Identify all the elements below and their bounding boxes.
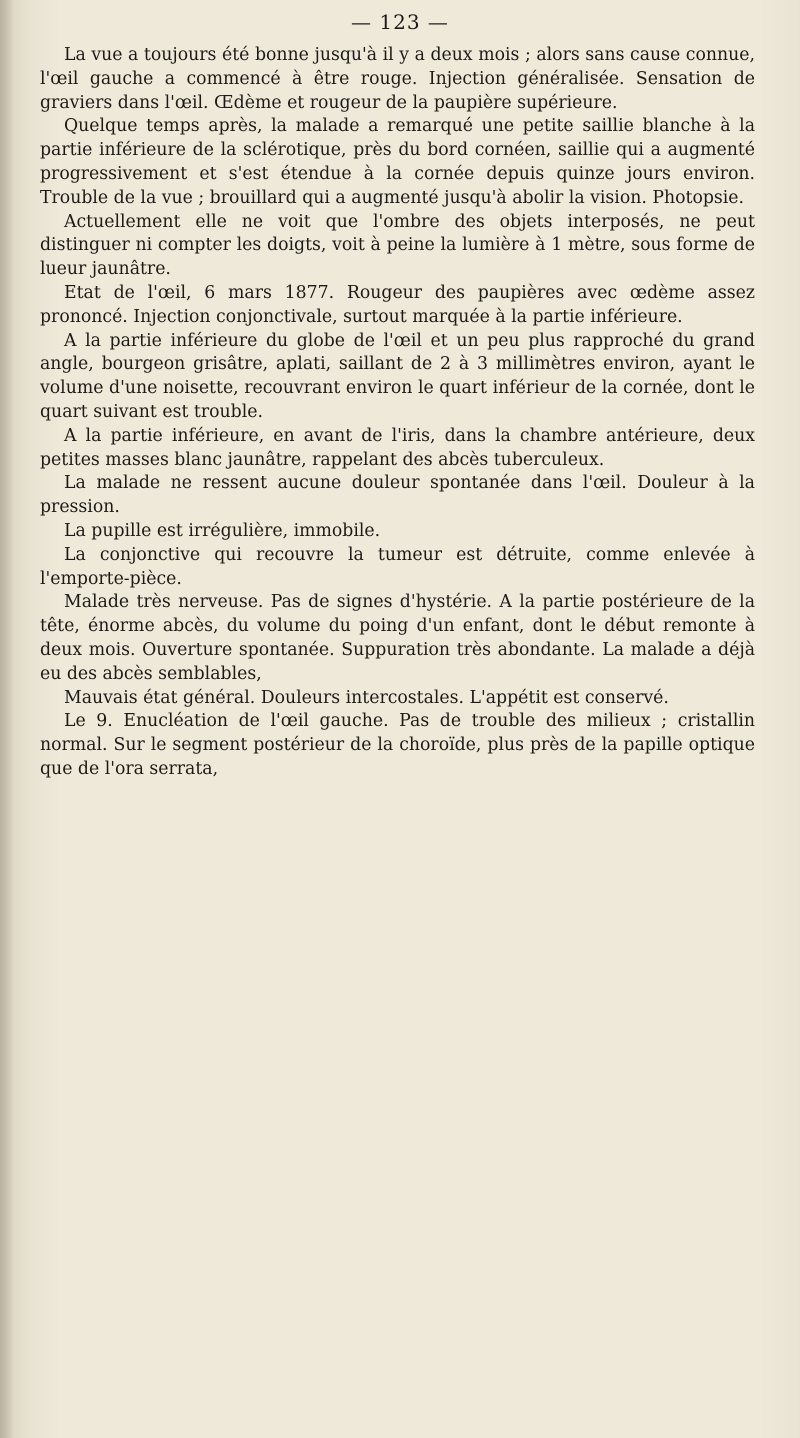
paragraph: La conjonctive qui recouvre la tumeur est détruite, comme enlevée à l'emporte-pièce. [40,544,755,589]
paragraph: La pupille est irrégulière, immobile. [64,520,381,541]
paragraph: La malade ne ressent aucune douleur spontanée dans l'œil. Douleur à la pression. [40,473,755,518]
body-text [40,44,755,782]
binding-shadow [0,0,14,1438]
paragraph: La vue a toujours été bonne jusqu'à il y a deux mois ; alors sans cause connue, l'œil gauche a commencé à être rouge. Injection généralisée. Sensation de graviers dans l'œil. Œdème et rougeur de la paupière supérieure. [40,45,755,113]
paragraph: Mauvais état général. Douleurs intercostales. L'appétit est conservé. [64,687,669,708]
paragraph: A la partie inférieure, en avant de l'iris, dans la chambre antérieure, deux petites masses blanc jaunâtre, rappelant des abcès tuberculeux. [40,425,755,470]
paragraph: Actuellement elle ne voit que l'ombre des objets interposés, ne peut distinguer ni compter les doigts, voit à peine la lumière à 1 mètre, sous forme de lueur jaunâtre. [40,211,755,280]
paragraph: Quelque temps après, la malade a remarqué une petite saillie blanche à la partie inférieure de la sclérotique, près du bord cornéen, saillie qui a augmenté progressivement et s'est étendue à la cornée depuis quinze jours environ. Trouble de la vue ; brouillard qui a augmenté jusqu'à abolir la vision. Photopsie. [40,116,755,208]
page-number: — 123 — [351,10,449,34]
paragraph: Etat de l'œil, 6 mars 1877. Rougeur des paupières avec œdème assez prononcé. Injection conjonctivale, surtout marquée à la partie inférieure. [40,282,755,327]
paragraph: Malade très nerveuse. Pas de signes d'hystérie. A la partie postérieure de la tête, énorme abcès, du volume du poing d'un enfant, dont le début remonte à deux mois. Ouverture spontanée. Suppuration très abondante. La malade a déjà eu des abcès semblables, [40,592,755,684]
paragraph: A la partie inférieure du globe de l'œil et un peu plus rapproché du grand angle, bourgeon grisâtre, aplati, saillant de 2 à 3 millimètres environ, ayant le volume d'une noisette, recouvrant environ le quart inférieur de la cornée, dont le quart suivant est trouble. [40,330,755,422]
paragraph: Le 9. Enucléation de l'œil gauche. Pas de trouble des milieux ; cristallin normal. Sur le segment postérieur de la choroïde, plus près de la papille optique que de l'ora serrata, [40,711,755,779]
